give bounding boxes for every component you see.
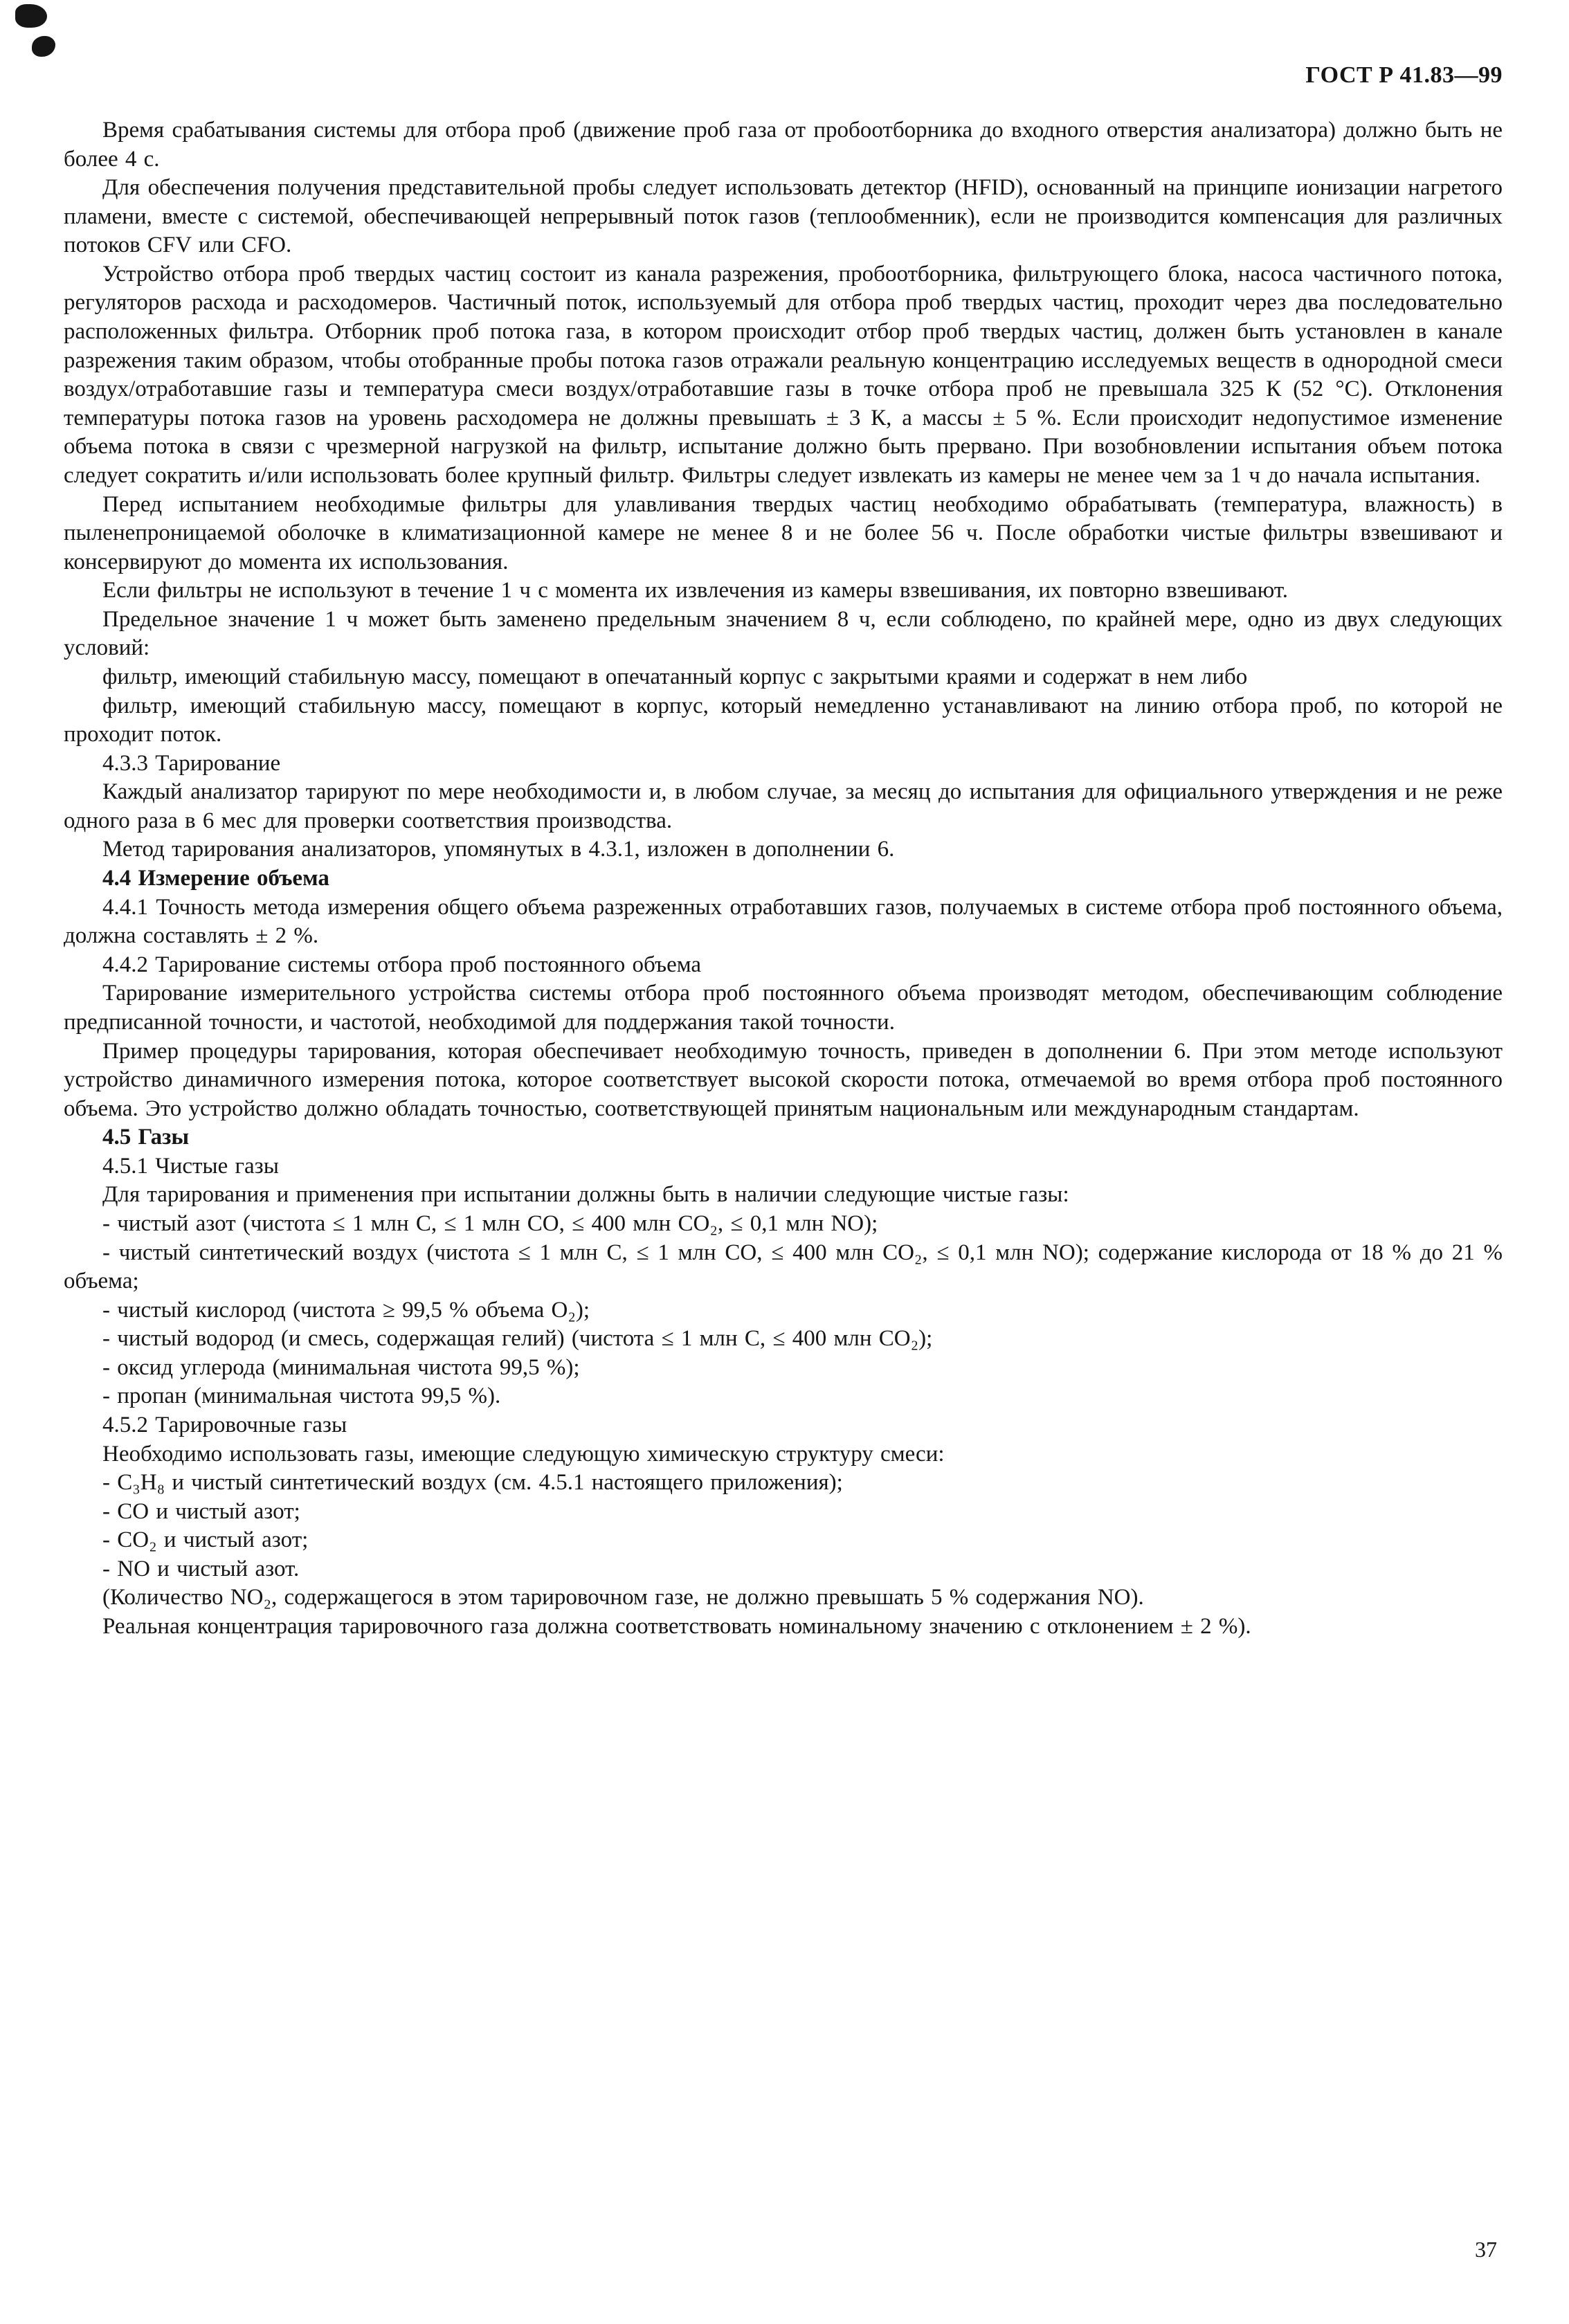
paragraph: 4.4.1 Точность метода измерения общего объема разреженных отработавших газов, получаемых в системе отбора проб постоянного объема, должна составлять ± 2 %. [64, 894, 1503, 949]
paragraph: 4.3.3 Тарирование [102, 750, 281, 776]
paragraph: 4.5.2 Тарировочные газы [102, 1413, 347, 1438]
scan-artifact [15, 4, 47, 28]
list-item: - NO и чистый азот. [102, 1556, 300, 1581]
list-item: - оксид углерода (минимальная чистота 99,5 %); [102, 1354, 580, 1380]
paragraph: 4.5.1 Чистые газы [102, 1153, 279, 1179]
paragraph: фильтр, имеющий стабильную массу, помещают в опечатанный корпус с закрытыми краями и содержат в нем либо [102, 664, 1248, 689]
paragraph: Для тарирования и применения при испытании должны быть в наличии следующие чистые газы: [102, 1182, 1069, 1208]
list-item: - C₃H₈ и чистый синтетический воздух (см. 4.5.1 настоящего приложения); [102, 1470, 843, 1496]
list-item: - чистый водород (и смесь, содержащая гелий) (чистота ≤ 1 млн C, ≤ 400 млн CO₂); [102, 1326, 933, 1352]
paragraph: Время срабатывания системы для отбора проб (движение проб газа от пробоотборника до входного отверстия анализатора) должно быть не более 4 с. [64, 118, 1503, 172]
paragraph: Тарирование измерительного устройства системы отбора проб постоянного объема производят методом, обеспечивающим соблюдение предписанной точности, и частотой, необходимой для поддержания такой точности. [64, 981, 1503, 1035]
paragraph: Пример процедуры тарирования, которая обеспечивает необходимую точность, приведен в дополнении 6. При этом методе используют устройство динамичного измерения потока, которое соответствует высокой скорости потока, отмечаемой во время отбора проб постоянного объема. Это устройство должно обладать точностью, соответствующей принятым национальным или международным стандартам. [64, 1038, 1503, 1121]
document-number-header: ГОСТ Р 41.83—99 [1305, 62, 1503, 88]
paragraph: 4.4.2 Тарирование системы отбора проб постоянного объема [102, 952, 702, 977]
section-heading: 4.5 Газы [102, 1125, 190, 1150]
paragraph: Каждый анализатор тарируют по мере необходимости и, в любом случае, за месяц до испытания для официального утверждения и не реже одного раза в 6 мес для проверки соответствия производства. [64, 779, 1503, 833]
paragraph: Реальная концентрация тарировочного газа должна соответствовать номинальному значению с отклонением ± 2 %). [102, 1614, 1251, 1640]
paragraph: Метод тарирования анализаторов, упомянутых в 4.3.1, изложен в дополнении 6. [102, 837, 895, 862]
paragraph: Для обеспечения получения представительной пробы следует использовать детектор (HFID), основанный на принципе ионизации нагретого пламени, вместе с системой, обеспечивающей непрерывный поток газов (теплообменник), если не производится компенсация для различных потоков CFV или CFO. [64, 175, 1503, 258]
list-item: - пропан (минимальная чистота 99,5 %). [102, 1383, 501, 1409]
page-number: 37 [1475, 2237, 1497, 2262]
list-item: - CO₂ и чистый азот; [102, 1527, 309, 1553]
paragraph: Предельное значение 1 ч может быть заменено предельным значением 8 ч, если соблюдено, по крайней мере, одно из двух следующих условий: [64, 606, 1503, 661]
paragraph: Если фильтры не используют в течение 1 ч с момента их извлечения из камеры взвешивания, их повторно взвешивают. [102, 578, 1289, 603]
list-item: - чистый азот (чистота ≤ 1 млн C, ≤ 1 млн CO, ≤ 400 млн CO₂, ≤ 0,1 млн NO); [102, 1210, 878, 1236]
list-item: - CO и чистый азот; [102, 1498, 300, 1524]
scan-artifact [32, 36, 55, 57]
section-heading: 4.4 Измерение объема [102, 866, 329, 891]
paragraph: Необходимо использовать газы, имеющие следующую химическую структуру смеси: [102, 1441, 945, 1467]
paragraph: (Количество NO₂, содержащегося в этом тарировочном газе, не должно превышать 5 % содержания NO). [102, 1585, 1144, 1610]
list-item: - чистый синтетический воздух (чистота ≤ 1 млн C, ≤ 1 млн CO, ≤ 400 млн CO₂, ≤ 0,1 млн NO); содержание кислорода от 18 % до 21 % объема; [64, 1240, 1503, 1294]
list-item: - чистый кислород (чистота ≥ 99,5 % объема O₂); [102, 1297, 590, 1323]
paragraph: фильтр, имеющий стабильную массу, помещают в корпус, который немедленно устанавливают на линию отбора проб, по которой не проходит поток. [64, 693, 1503, 747]
paragraph: Устройство отбора проб твердых частиц состоит из канала разрежения, пробоотборника, фильтрующего блока, насоса частичного потока, регуляторов расхода и расходомеров. Частичный поток, используемый для отбора проб твердых частиц, проходит через два последовательно расположенных фильтра. Отборник проб потока газа, в котором происходит отбор проб твердых частиц, должен быть установлен в канале разрежения таким образом, чтобы отобранные пробы потока газов отражали реальную концентрацию исследуемых веществ в однородной смеси воздух/отработавшие газы и температура смеси воздух/отработавшие газы в точке отбора проб не превышала 325 К (52 °С). Отклонения температуры потока газов на уровень расходомера не должны превышать ± 3 К, а массы ± 5 %. Если происходит недопустимое изменение объема потока в связи с чрезмерной нагрузкой на фильтр, испытание должно быть прервано. При возобновлении испытания объем потока следует сократить и/или использовать более крупный фильтр. Фильтры следует извлекать из камеры не менее чем за 1 ч до начала испытания. [64, 261, 1503, 488]
document-body [64, 116, 1503, 1642]
paragraph: Перед испытанием необходимые фильтры для улавливания твердых частиц необходимо обрабатывать (температура, влажность) в пыленепроницаемой оболочке в климатизационной камере не менее 8 и не более 56 ч. После обработки чистые фильтры взвешивают и консервируют до момента их использования. [64, 491, 1503, 574]
